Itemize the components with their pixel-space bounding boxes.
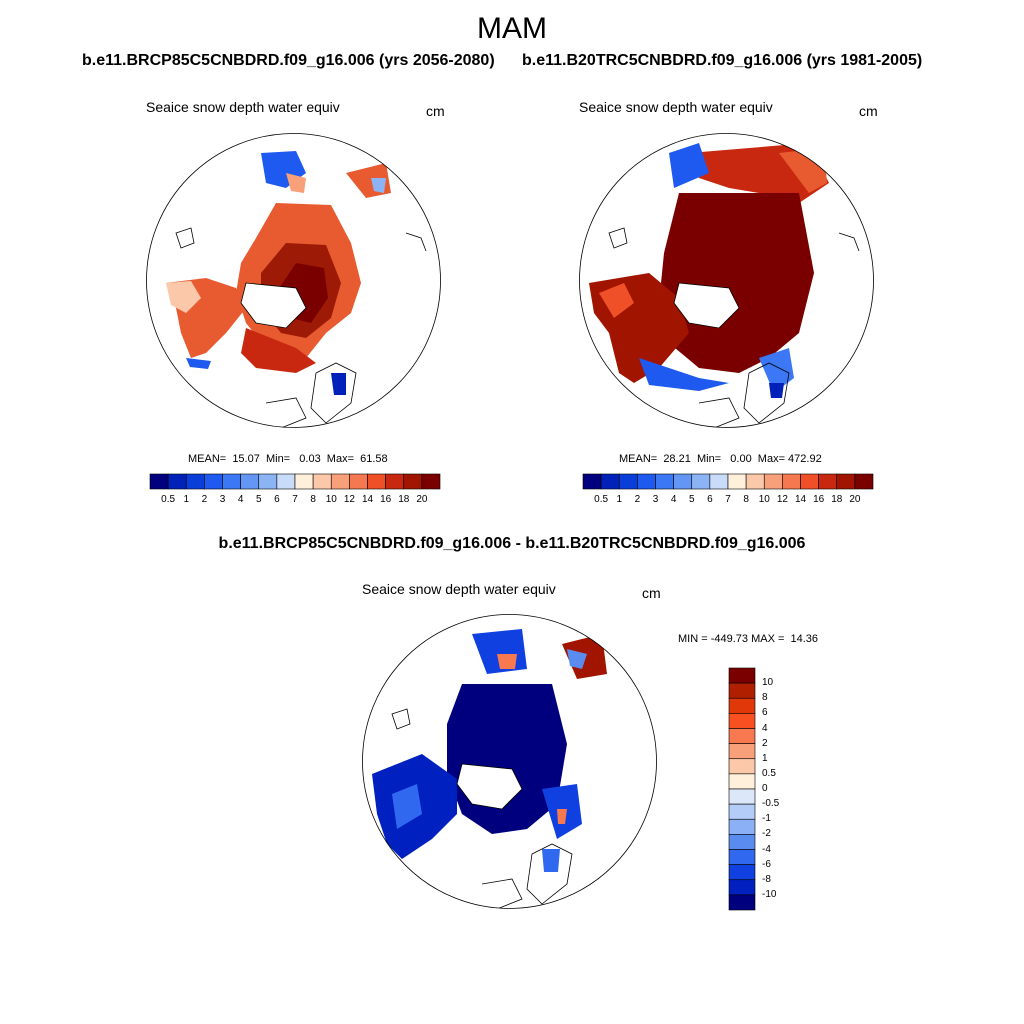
panel-1-colorbar-swatch xyxy=(331,474,349,489)
panel-2-colorbar-swatch xyxy=(855,474,873,489)
difference-colorbar-tick-label: 4 xyxy=(762,722,768,734)
panel-2-colorbar-tick-label: 4 xyxy=(670,494,677,505)
difference-colorbar xyxy=(729,668,755,910)
panel-1-colorbar-swatch xyxy=(277,474,295,489)
panel-2-colorbar-tick-label: 16 xyxy=(813,494,825,505)
difference-colorbar-swatch xyxy=(729,895,755,910)
difference-colorbar-swatch xyxy=(729,819,755,834)
difference-colorbar-tick-label: -6 xyxy=(762,858,771,870)
panel-1-colorbar-tick-label: 6 xyxy=(274,494,280,505)
panel-1-units-label: cm xyxy=(426,103,445,119)
panel-1-colorbar-swatch xyxy=(404,474,422,489)
panel-2-colorbar-labels xyxy=(583,494,873,508)
difference-colorbar-swatch xyxy=(729,698,755,713)
panel-1-colorbar xyxy=(150,474,440,489)
panel-1-colorbar-tick-label: 2 xyxy=(201,494,208,505)
panel-2-colorbar-tick-label: 10 xyxy=(758,494,770,505)
panel-2-colorbar-tick-label: 7 xyxy=(725,494,731,505)
panel-2-colorbar-swatch xyxy=(728,474,746,489)
panel-2-stats: MEAN= 28.21 Min= 0.00 Max= 472.92 xyxy=(619,453,822,465)
panel-2-colorbar-tick-label: 2 xyxy=(634,494,641,505)
panel-2-colorbar-swatch xyxy=(692,474,710,489)
difference-colorbar-swatch xyxy=(729,804,755,819)
panel-2-colorbar-swatch xyxy=(782,474,800,489)
difference-colorbar-swatch xyxy=(729,683,755,698)
panel-1-polar-map xyxy=(146,133,441,428)
panel-1-case-title: b.e11.BRCP85C5CNBDRD.f09_g16.006 (yrs 2056-2080) xyxy=(82,52,495,69)
panel-1-colorbar-tick-label: 16 xyxy=(380,494,392,505)
panel-2-colorbar-tick-label: 0.5 xyxy=(594,494,609,505)
panel-1-colorbar-swatch xyxy=(186,474,204,489)
difference-colorbar-swatch xyxy=(729,789,755,804)
panel-1-colorbar-tick-label: 4 xyxy=(237,494,244,505)
difference-variable-label: Seaice snow depth water equiv xyxy=(362,581,556,597)
panel-1-colorbar-swatch xyxy=(295,474,313,489)
panel-1-colorbar-swatch xyxy=(241,474,259,489)
panel-2-colorbar-swatch xyxy=(801,474,819,489)
panel-2-colorbar-swatch xyxy=(619,474,637,489)
panel-1-colorbar-swatch xyxy=(204,474,222,489)
panel-1-colorbar-swatch xyxy=(259,474,277,489)
difference-colorbar-swatch xyxy=(729,834,755,849)
panel-2-units-label: cm xyxy=(859,103,878,119)
panel-2-colorbar-tick-label: 20 xyxy=(849,494,861,505)
panel-1-colorbar-tick-label: 20 xyxy=(416,494,428,505)
difference-colorbar-tick-label: -8 xyxy=(762,873,771,885)
panel-2-colorbar-tick-label: 18 xyxy=(831,494,843,505)
panel-1-colorbar-swatch xyxy=(349,474,367,489)
panel-2-colorbar-swatch xyxy=(583,474,601,489)
panel-1-colorbar-tick-label: 12 xyxy=(343,494,355,505)
panel-1-colorbar-tick-label: 5 xyxy=(255,494,262,505)
panel-1-colorbar-tick-label: 1 xyxy=(183,494,190,505)
difference-colorbar-tick-label: 0.5 xyxy=(762,767,776,779)
panel-1-stats: MEAN= 15.07 Min= 0.03 Max= 61.58 xyxy=(188,453,388,465)
panel-2-colorbar-tick-label: 3 xyxy=(652,494,659,505)
difference-colorbar-tick-label: 8 xyxy=(762,692,768,704)
difference-colorbar-tick-label: -2 xyxy=(762,828,771,840)
difference-colorbar-swatch xyxy=(729,729,755,744)
difference-colorbar-tick-label: 1 xyxy=(762,752,768,764)
panel-1-colorbar-tick-label: 7 xyxy=(292,494,298,505)
difference-colorbar-tick-label: -0.5 xyxy=(762,798,780,810)
difference-colorbar-tick-label: 6 xyxy=(762,707,768,719)
difference-colorbar-swatch xyxy=(729,668,755,683)
panel-1-colorbar-tick-label: 10 xyxy=(325,494,337,505)
panel-1-colorbar-swatch xyxy=(313,474,331,489)
panel-1-colorbar-swatch xyxy=(422,474,440,489)
panel-1-colorbar-swatch xyxy=(168,474,186,489)
difference-colorbar-swatch xyxy=(729,850,755,865)
difference-units-label: cm xyxy=(642,585,661,601)
difference-colorbar-tick-label: 2 xyxy=(762,737,768,749)
difference-colorbar-tick-label: -4 xyxy=(762,843,771,855)
difference-colorbar-labels xyxy=(762,668,802,910)
panel-2-colorbar-tick-label: 5 xyxy=(688,494,695,505)
panel-2-colorbar-swatch xyxy=(837,474,855,489)
difference-colorbar-swatch xyxy=(729,880,755,895)
panel-2-variable-label: Seaice snow depth water equiv xyxy=(579,99,773,115)
panel-2-colorbar-swatch xyxy=(819,474,837,489)
panel-1-colorbar-labels xyxy=(150,494,440,508)
panel-2-colorbar xyxy=(583,474,873,489)
difference-colorbar-tick-label: -1 xyxy=(762,813,771,825)
panel-2-colorbar-tick-label: 14 xyxy=(794,494,807,505)
panel-1-colorbar-swatch xyxy=(150,474,168,489)
difference-colorbar-tick-label: -10 xyxy=(762,888,777,900)
panel-2-case-title: b.e11.B20TRC5CNBDRD.f09_g16.006 (yrs 1981-2005) xyxy=(522,52,923,69)
difference-colorbar-tick-label: 0 xyxy=(762,783,768,794)
difference-polar-map xyxy=(362,614,657,909)
panel-2-colorbar-tick-label: 1 xyxy=(616,494,623,505)
panel-2-colorbar-swatch xyxy=(746,474,764,489)
panel-1-colorbar-tick-label: 14 xyxy=(361,494,374,505)
difference-colorbar-swatch xyxy=(729,759,755,774)
difference-title: b.e11.BRCP85C5CNBDRD.f09_g16.006 - b.e11.B20TRC5CNBDRD.f09_g16.006 xyxy=(218,535,806,552)
panel-2-polar-map xyxy=(579,133,874,428)
panel-2-colorbar-tick-label: 12 xyxy=(776,494,788,505)
difference-colorbar-swatch xyxy=(729,744,755,759)
panel-1-variable-label: Seaice snow depth water equiv xyxy=(146,99,340,115)
difference-colorbar-tick-label: 10 xyxy=(762,677,774,689)
panel-2-colorbar-swatch xyxy=(656,474,674,489)
difference-colorbar-swatch xyxy=(729,774,755,789)
panel-2-colorbar-swatch xyxy=(637,474,655,489)
difference-colorbar-swatch xyxy=(729,713,755,728)
panel-1-colorbar-swatch xyxy=(386,474,404,489)
panel-2-colorbar-tick-label: 8 xyxy=(743,494,749,505)
panel-2-colorbar-swatch xyxy=(601,474,619,489)
difference-colorbar-swatch xyxy=(729,865,755,880)
panel-1-colorbar-tick-label: 8 xyxy=(310,494,316,505)
panel-2-colorbar-tick-label: 6 xyxy=(707,494,713,505)
panel-1-colorbar-tick-label: 3 xyxy=(219,494,226,505)
panel-1-colorbar-swatch xyxy=(223,474,241,489)
panel-2-colorbar-swatch xyxy=(710,474,728,489)
main-title: MAM xyxy=(477,12,547,45)
panel-1-colorbar-swatch xyxy=(368,474,386,489)
panel-1-colorbar-tick-label: 0.5 xyxy=(161,494,176,505)
panel-1-colorbar-tick-label: 18 xyxy=(398,494,410,505)
panel-2-colorbar-swatch xyxy=(764,474,782,489)
panel-2-colorbar-swatch xyxy=(674,474,692,489)
difference-stats: MIN = -449.73 MAX = 14.36 xyxy=(678,633,819,645)
